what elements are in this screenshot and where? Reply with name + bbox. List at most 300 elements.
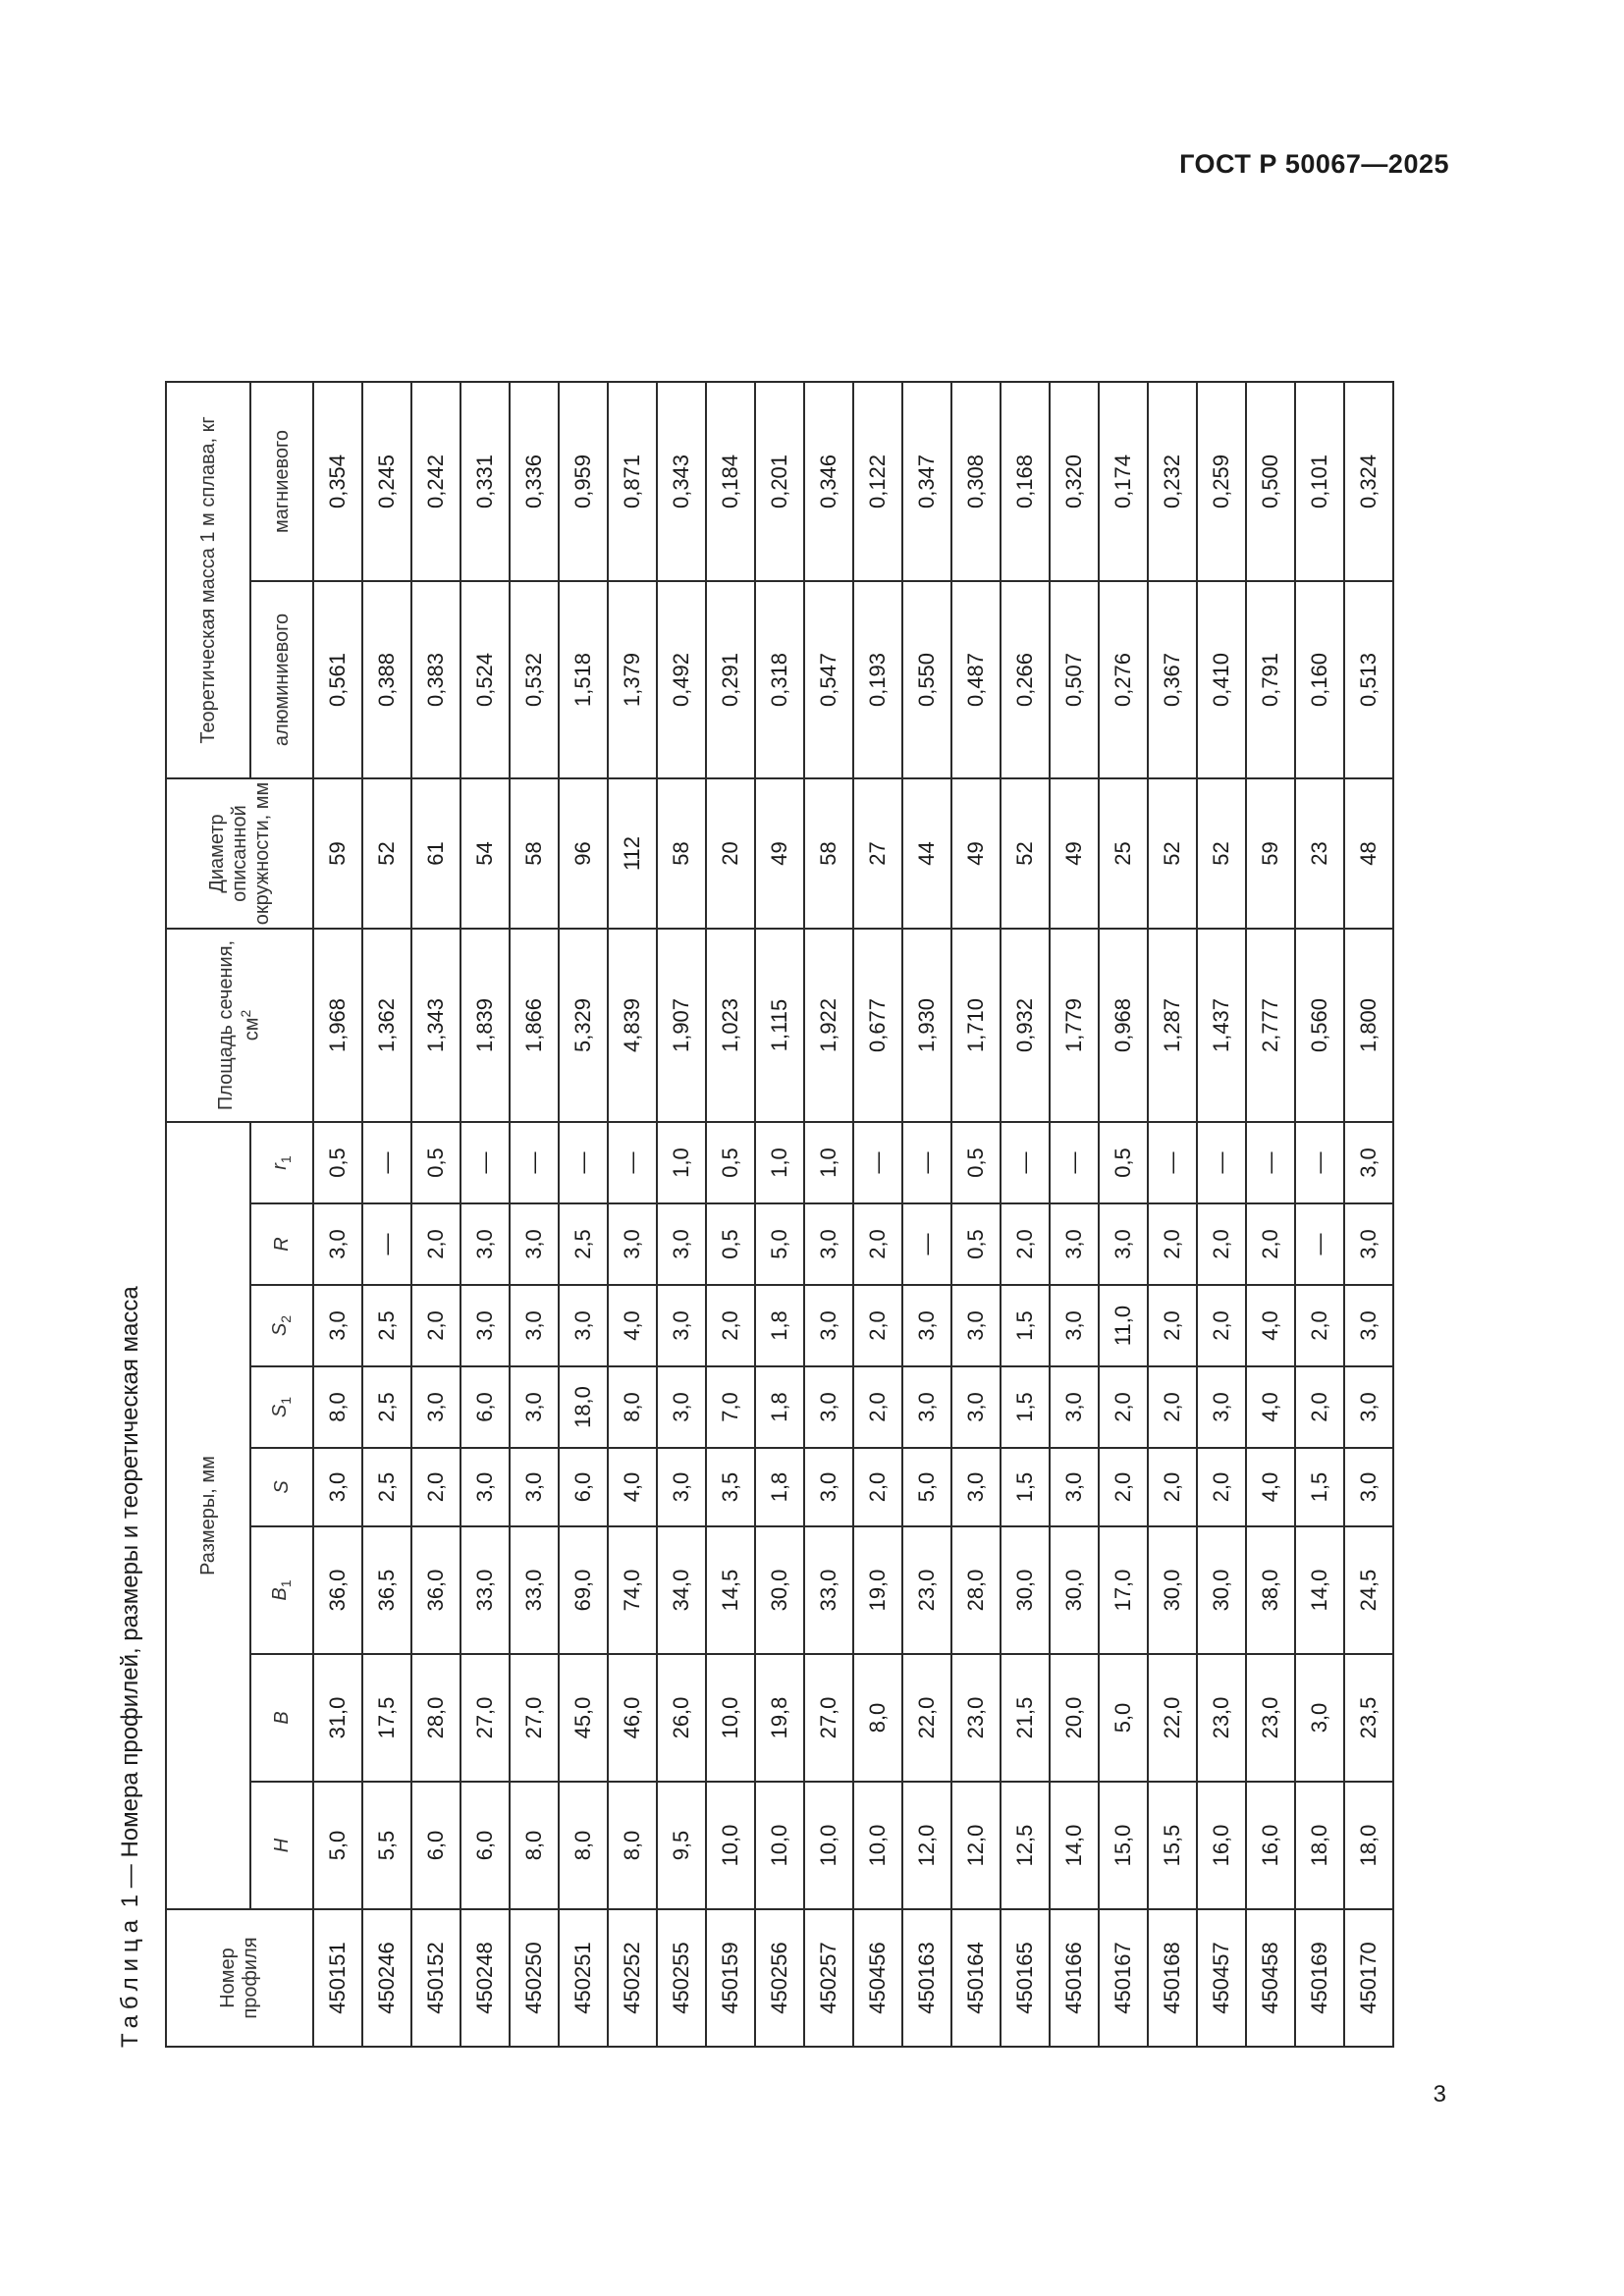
table-row [1295, 382, 1344, 2047]
cell-h-value: 14,0 [1050, 1782, 1099, 1909]
cell-s1-value: 3,0 [902, 1366, 951, 1448]
header-S [250, 1448, 313, 1526]
cell-diameter-value: 59 [313, 778, 362, 929]
cell-b1-value: 30,0 [1001, 1526, 1050, 1654]
cell-area-value: 5,329 [559, 929, 608, 1122]
cell-s-value: 1,5 [1001, 1448, 1050, 1526]
cell-r1-value: — [1148, 1122, 1197, 1203]
cell-profile-number: 450256 [755, 1909, 804, 2047]
cell-area-value: 0,677 [853, 929, 902, 1122]
header-r1 [250, 1122, 313, 1203]
cell-h-value: 15,0 [1099, 1782, 1148, 1909]
table-row [1001, 382, 1050, 2047]
cell-b1-value: 74,0 [608, 1526, 657, 1654]
cell-h-value: 9,5 [657, 1782, 706, 1909]
table-row [1344, 382, 1393, 2047]
table-row [853, 382, 902, 2047]
cell-diameter-value: 52 [1197, 778, 1246, 929]
cell-h-value: 16,0 [1197, 1782, 1246, 1909]
header-S1 [250, 1366, 313, 1448]
cell-s2-value: 2,0 [1197, 1285, 1246, 1366]
cell-aluminum-mass: 0,513 [1344, 581, 1393, 778]
cell-s1-value: 1,5 [1001, 1366, 1050, 1448]
rotated-table-block [106, 283, 1380, 2048]
cell-b-value: 22,0 [1148, 1654, 1197, 1782]
cell-r1-value: — [510, 1122, 559, 1203]
cell-h-value: 16,0 [1246, 1782, 1295, 1909]
table-row [755, 382, 804, 2047]
cell-profile-number: 450456 [853, 1909, 902, 2047]
cell-s2-value: 2,0 [1295, 1285, 1344, 1366]
cell-magnesium-mass: 0,245 [362, 382, 411, 581]
cell-area-value: 1,922 [804, 929, 853, 1122]
cell-r-value: 3,0 [1099, 1203, 1148, 1285]
table-row [1246, 382, 1295, 2047]
cell-magnesium-mass: 0,320 [1050, 382, 1099, 581]
cell-b-value: 17,5 [362, 1654, 411, 1782]
cell-profile-number: 450251 [559, 1909, 608, 2047]
cell-profile-number: 450248 [460, 1909, 510, 2047]
cell-area-value: 1,800 [1344, 929, 1393, 1122]
profiles-table [165, 381, 1394, 2048]
cell-profile-number: 450159 [706, 1909, 755, 2047]
header-row-1 [166, 382, 250, 2047]
cell-b-value: 27,0 [510, 1654, 559, 1782]
cell-s1-value: 2,5 [362, 1366, 411, 1448]
cell-magnesium-mass: 0,871 [608, 382, 657, 581]
cell-s1-value: 2,0 [1099, 1366, 1148, 1448]
cell-h-value: 5,5 [362, 1782, 411, 1909]
header-B1-symbol: B [269, 1587, 292, 1601]
cell-r1-value: 1,0 [755, 1122, 804, 1203]
cell-h-value: 10,0 [755, 1782, 804, 1909]
cell-profile-number: 450151 [313, 1909, 362, 2047]
cell-s-value: 3,0 [313, 1448, 362, 1526]
cell-b-value: 26,0 [657, 1654, 706, 1782]
header-S1-sub: 1 [278, 1396, 295, 1405]
cell-magnesium-mass: 0,232 [1148, 382, 1197, 581]
cell-s-value: 6,0 [559, 1448, 608, 1526]
header-H-symbol: H [270, 1838, 293, 1853]
cell-r1-value: 1,0 [804, 1122, 853, 1203]
cell-s-value: 2,0 [1197, 1448, 1246, 1526]
cell-b1-value: 28,0 [951, 1526, 1001, 1654]
cell-profile-number: 450152 [411, 1909, 460, 2047]
cell-b1-value: 30,0 [1148, 1526, 1197, 1654]
cell-aluminum-mass: 0,532 [510, 581, 559, 778]
header-S1-symbol: S [269, 1404, 292, 1418]
header-r1-symbol: r [269, 1163, 292, 1170]
cell-s-value: 1,5 [1295, 1448, 1344, 1526]
table-row [559, 382, 608, 2047]
header-B-symbol: B [270, 1711, 293, 1725]
cell-b1-value: 69,0 [559, 1526, 608, 1654]
cell-r1-value: 3,0 [1344, 1122, 1393, 1203]
cell-area-value: 1,343 [411, 929, 460, 1122]
header-aluminum: алюминиевого [250, 581, 313, 778]
cell-diameter-value: 61 [411, 778, 460, 929]
cell-r1-value: — [1001, 1122, 1050, 1203]
header-row-2 [250, 382, 313, 2047]
cell-b1-value: 38,0 [1246, 1526, 1295, 1654]
cell-s-value: 1,8 [755, 1448, 804, 1526]
cell-b-value: 46,0 [608, 1654, 657, 1782]
cell-profile-number: 450169 [1295, 1909, 1344, 2047]
cell-diameter-value: 52 [362, 778, 411, 929]
cell-b1-value: 17,0 [1099, 1526, 1148, 1654]
cell-aluminum-mass: 0,561 [313, 581, 362, 778]
cell-b1-value: 33,0 [804, 1526, 853, 1654]
cell-b-value: 10,0 [706, 1654, 755, 1782]
cell-b1-value: 30,0 [755, 1526, 804, 1654]
cell-h-value: 8,0 [559, 1782, 608, 1909]
cell-r-value: 3,0 [460, 1203, 510, 1285]
cell-b-value: 23,0 [1197, 1654, 1246, 1782]
cell-aluminum-mass: 0,266 [1001, 581, 1050, 778]
cell-r1-value: 0,5 [1099, 1122, 1148, 1203]
cell-diameter-value: 58 [510, 778, 559, 929]
cell-r-value: — [362, 1203, 411, 1285]
cell-r1-value: — [460, 1122, 510, 1203]
cell-magnesium-mass: 0,343 [657, 382, 706, 581]
cell-r-value: 3,0 [1050, 1203, 1099, 1285]
table-caption [106, 1286, 155, 2048]
cell-r1-value: — [1295, 1122, 1344, 1203]
cell-diameter-value: 49 [755, 778, 804, 929]
cell-magnesium-mass: 0,122 [853, 382, 902, 581]
table-row [706, 382, 755, 2047]
cell-aluminum-mass: 0,318 [755, 581, 804, 778]
header-r1-sub: 1 [278, 1155, 295, 1164]
header-mass: Теоретическая масса 1 м сплава, кг [166, 382, 250, 778]
cell-r-value: 2,5 [559, 1203, 608, 1285]
cell-r1-value: — [902, 1122, 951, 1203]
cell-area-value: 0,968 [1099, 929, 1148, 1122]
cell-r-value: 3,0 [313, 1203, 362, 1285]
cell-area-value: 1,907 [657, 929, 706, 1122]
cell-h-value: 5,0 [313, 1782, 362, 1909]
cell-s1-value: 18,0 [559, 1366, 608, 1448]
cell-diameter-value: 44 [902, 778, 951, 929]
cell-h-value: 6,0 [460, 1782, 510, 1909]
header-diameter: Диаметр описанной окружности, мм [166, 778, 313, 929]
cell-diameter-value: 27 [853, 778, 902, 929]
cell-b-value: 27,0 [460, 1654, 510, 1782]
cell-profile-number: 450252 [608, 1909, 657, 2047]
cell-s1-value: 3,0 [1050, 1366, 1099, 1448]
table-row [608, 382, 657, 2047]
cell-s-value: 2,0 [853, 1448, 902, 1526]
cell-magnesium-mass: 0,959 [559, 382, 608, 581]
cell-s-value: 3,0 [804, 1448, 853, 1526]
cell-h-value: 10,0 [706, 1782, 755, 1909]
table-row [804, 382, 853, 2047]
cell-profile-number: 450165 [1001, 1909, 1050, 2047]
cell-b1-value: 33,0 [460, 1526, 510, 1654]
cell-aluminum-mass: 0,410 [1197, 581, 1246, 778]
cell-magnesium-mass: 0,259 [1197, 382, 1246, 581]
cell-profile-number: 450164 [951, 1909, 1001, 2047]
cell-s-value: 3,0 [657, 1448, 706, 1526]
cell-r1-value: 1,0 [657, 1122, 706, 1203]
cell-r-value: 3,0 [804, 1203, 853, 1285]
cell-r-value: 2,0 [411, 1203, 460, 1285]
header-S2 [250, 1285, 313, 1366]
cell-s-value: 2,5 [362, 1448, 411, 1526]
cell-s1-value: 1,8 [755, 1366, 804, 1448]
cell-s2-value: 4,0 [608, 1285, 657, 1366]
cell-h-value: 12,0 [902, 1782, 951, 1909]
cell-s-value: 3,0 [1050, 1448, 1099, 1526]
cell-b-value: 23,0 [1246, 1654, 1295, 1782]
cell-profile-number: 450257 [804, 1909, 853, 2047]
cell-r-value: 0,5 [706, 1203, 755, 1285]
cell-aluminum-mass: 0,524 [460, 581, 510, 778]
cell-magnesium-mass: 0,201 [755, 382, 804, 581]
cell-s-value: 2,0 [1148, 1448, 1197, 1526]
cell-s2-value: 3,0 [313, 1285, 362, 1366]
cell-b1-value: 23,0 [902, 1526, 951, 1654]
cell-magnesium-mass: 0,336 [510, 382, 559, 581]
cell-r1-value: — [559, 1122, 608, 1203]
cell-h-value: 18,0 [1344, 1782, 1393, 1909]
header-R [250, 1203, 313, 1285]
cell-aluminum-mass: 0,276 [1099, 581, 1148, 778]
cell-diameter-value: 52 [1148, 778, 1197, 929]
cell-aluminum-mass: 0,388 [362, 581, 411, 778]
cell-magnesium-mass: 0,354 [313, 382, 362, 581]
cell-r-value: — [902, 1203, 951, 1285]
cell-s2-value: 3,0 [1344, 1285, 1393, 1366]
cell-area-value: 1,839 [460, 929, 510, 1122]
table-row [1148, 382, 1197, 2047]
header-magnesium: магниевого [250, 382, 313, 581]
cell-area-value: 1,287 [1148, 929, 1197, 1122]
cell-area-value: 1,968 [313, 929, 362, 1122]
cell-s1-value: 8,0 [313, 1366, 362, 1448]
cell-profile-number: 450250 [510, 1909, 559, 2047]
cell-profile-number: 450170 [1344, 1909, 1393, 2047]
cell-r1-value: 0,5 [313, 1122, 362, 1203]
cell-s1-value: 4,0 [1246, 1366, 1295, 1448]
cell-magnesium-mass: 0,174 [1099, 382, 1148, 581]
cell-s2-value: 1,8 [755, 1285, 804, 1366]
cell-diameter-value: 49 [951, 778, 1001, 929]
cell-s2-value: 3,0 [804, 1285, 853, 1366]
cell-h-value: 8,0 [510, 1782, 559, 1909]
cell-s1-value: 2,0 [853, 1366, 902, 1448]
cell-s-value: 5,0 [902, 1448, 951, 1526]
table-row [1050, 382, 1099, 2047]
cell-b1-value: 36,0 [411, 1526, 460, 1654]
cell-h-value: 18,0 [1295, 1782, 1344, 1909]
cell-r1-value: 0,5 [706, 1122, 755, 1203]
cell-s1-value: 7,0 [706, 1366, 755, 1448]
cell-aluminum-mass: 0,791 [1246, 581, 1295, 778]
cell-aluminum-mass: 1,518 [559, 581, 608, 778]
cell-area-value: 1,779 [1050, 929, 1099, 1122]
cell-b-value: 23,0 [951, 1654, 1001, 1782]
cell-r1-value: 0,5 [411, 1122, 460, 1203]
header-B1-sub: 1 [278, 1579, 295, 1588]
cell-s1-value: 3,0 [510, 1366, 559, 1448]
cell-r-value: — [1295, 1203, 1344, 1285]
cell-aluminum-mass: 0,492 [657, 581, 706, 778]
cell-s2-value: 2,0 [1148, 1285, 1197, 1366]
cell-aluminum-mass: 0,367 [1148, 581, 1197, 778]
cell-profile-number: 450163 [902, 1909, 951, 2047]
table-row [1197, 382, 1246, 2047]
cell-area-value: 0,560 [1295, 929, 1344, 1122]
cell-s2-value: 3,0 [460, 1285, 510, 1366]
cell-area-value: 1,930 [902, 929, 951, 1122]
header-dimensions: Размеры, мм [166, 1122, 250, 1909]
cell-s1-value: 3,0 [657, 1366, 706, 1448]
cell-magnesium-mass: 0,168 [1001, 382, 1050, 581]
cell-r-value: 3,0 [608, 1203, 657, 1285]
cell-r1-value: — [608, 1122, 657, 1203]
cell-profile-number: 450167 [1099, 1909, 1148, 2047]
caption-label: Таблица [117, 1913, 143, 2048]
cell-r-value: 3,0 [657, 1203, 706, 1285]
cell-r-value: 3,0 [1344, 1203, 1393, 1285]
cell-b-value: 19,8 [755, 1654, 804, 1782]
cell-b-value: 23,5 [1344, 1654, 1393, 1782]
cell-aluminum-mass: 0,487 [951, 581, 1001, 778]
document-header: ГОСТ Р 50067—2025 [1179, 149, 1449, 179]
cell-diameter-value: 49 [1050, 778, 1099, 929]
cell-h-value: 6,0 [411, 1782, 460, 1909]
cell-magnesium-mass: 0,324 [1344, 382, 1393, 581]
cell-diameter-value: 54 [460, 778, 510, 929]
cell-profile-number: 450457 [1197, 1909, 1246, 2047]
cell-area-value: 1,437 [1197, 929, 1246, 1122]
cell-magnesium-mass: 0,184 [706, 382, 755, 581]
cell-r1-value: — [362, 1122, 411, 1203]
cell-s1-value: 3,0 [804, 1366, 853, 1448]
cell-diameter-value: 112 [608, 778, 657, 929]
cell-s-value: 3,0 [1344, 1448, 1393, 1526]
cell-b-value: 31,0 [313, 1654, 362, 1782]
cell-s2-value: 3,0 [559, 1285, 608, 1366]
cell-magnesium-mass: 0,242 [411, 382, 460, 581]
cell-b1-value: 14,5 [706, 1526, 755, 1654]
cell-area-value: 1,023 [706, 929, 755, 1122]
cell-b1-value: 36,0 [313, 1526, 362, 1654]
cell-b-value: 45,0 [559, 1654, 608, 1782]
cell-magnesium-mass: 0,331 [460, 382, 510, 581]
cell-b-value: 20,0 [1050, 1654, 1099, 1782]
cell-magnesium-mass: 0,346 [804, 382, 853, 581]
cell-diameter-value: 96 [559, 778, 608, 929]
cell-r-value: 5,0 [755, 1203, 804, 1285]
caption-number: 1 [117, 1894, 143, 1908]
cell-b1-value: 36,5 [362, 1526, 411, 1654]
cell-s2-value: 3,0 [902, 1285, 951, 1366]
cell-r1-value: — [1246, 1122, 1295, 1203]
table-row [1099, 382, 1148, 2047]
cell-b-value: 5,0 [1099, 1654, 1148, 1782]
cell-diameter-value: 58 [657, 778, 706, 929]
cell-s1-value: 3,0 [1197, 1366, 1246, 1448]
cell-aluminum-mass: 0,291 [706, 581, 755, 778]
cell-area-value: 1,866 [510, 929, 559, 1122]
cell-r-value: 2,0 [853, 1203, 902, 1285]
cell-b1-value: 24,5 [1344, 1526, 1393, 1654]
cell-r-value: 2,0 [1197, 1203, 1246, 1285]
cell-s2-value: 2,0 [706, 1285, 755, 1366]
header-S2-symbol: S [269, 1322, 292, 1337]
cell-h-value: 10,0 [804, 1782, 853, 1909]
cell-s-value: 3,0 [460, 1448, 510, 1526]
table-row [362, 382, 411, 2047]
header-H [250, 1782, 313, 1909]
cell-b1-value: 34,0 [657, 1526, 706, 1654]
cell-b1-value: 14,0 [1295, 1526, 1344, 1654]
cell-r-value: 2,0 [1246, 1203, 1295, 1285]
cell-s2-value: 3,0 [510, 1285, 559, 1366]
cell-profile-number: 450246 [362, 1909, 411, 2047]
cell-s-value: 4,0 [1246, 1448, 1295, 1526]
cell-s1-value: 6,0 [460, 1366, 510, 1448]
page-number: 3 [1433, 2081, 1446, 2108]
cell-profile-number: 450168 [1148, 1909, 1197, 2047]
cell-b1-value: 30,0 [1050, 1526, 1099, 1654]
cell-b-value: 21,5 [1001, 1654, 1050, 1782]
cell-s2-value: 3,0 [1050, 1285, 1099, 1366]
table-row [313, 382, 362, 2047]
header-S-symbol: S [270, 1480, 293, 1494]
cell-s2-value: 2,0 [853, 1285, 902, 1366]
cell-s-value: 3,0 [951, 1448, 1001, 1526]
cell-area-value: 1,710 [951, 929, 1001, 1122]
cell-s2-value: 3,0 [951, 1285, 1001, 1366]
table-row [510, 382, 559, 2047]
cell-diameter-value: 58 [804, 778, 853, 929]
header-profile-number: Номер профиля [166, 1909, 313, 2047]
cell-aluminum-mass: 0,193 [853, 581, 902, 778]
cell-s1-value: 2,0 [1295, 1366, 1344, 1448]
table-body [313, 382, 1393, 2047]
cell-r1-value: 0,5 [951, 1122, 1001, 1203]
cell-area-value: 0,932 [1001, 929, 1050, 1122]
table-row [411, 382, 460, 2047]
cell-aluminum-mass: 0,550 [902, 581, 951, 778]
cell-s1-value: 2,0 [1148, 1366, 1197, 1448]
cell-diameter-value: 48 [1344, 778, 1393, 929]
cell-diameter-value: 59 [1246, 778, 1295, 929]
cell-diameter-value: 25 [1099, 778, 1148, 929]
cell-b1-value: 30,0 [1197, 1526, 1246, 1654]
cell-b-value: 28,0 [411, 1654, 460, 1782]
cell-r1-value: — [853, 1122, 902, 1203]
table-row [460, 382, 510, 2047]
cell-s2-value: 2,5 [362, 1285, 411, 1366]
cell-magnesium-mass: 0,347 [902, 382, 951, 581]
cell-r1-value: — [1197, 1122, 1246, 1203]
cell-b-value: 22,0 [902, 1654, 951, 1782]
cell-aluminum-mass: 1,379 [608, 581, 657, 778]
cell-s-value: 4,0 [608, 1448, 657, 1526]
cell-s1-value: 3,0 [411, 1366, 460, 1448]
cell-s2-value: 11,0 [1099, 1285, 1148, 1366]
cell-s2-value: 3,0 [657, 1285, 706, 1366]
cell-r-value: 0,5 [951, 1203, 1001, 1285]
cell-magnesium-mass: 0,101 [1295, 382, 1344, 581]
cell-diameter-value: 23 [1295, 778, 1344, 929]
cell-b-value: 8,0 [853, 1654, 902, 1782]
cell-s1-value: 3,0 [951, 1366, 1001, 1448]
